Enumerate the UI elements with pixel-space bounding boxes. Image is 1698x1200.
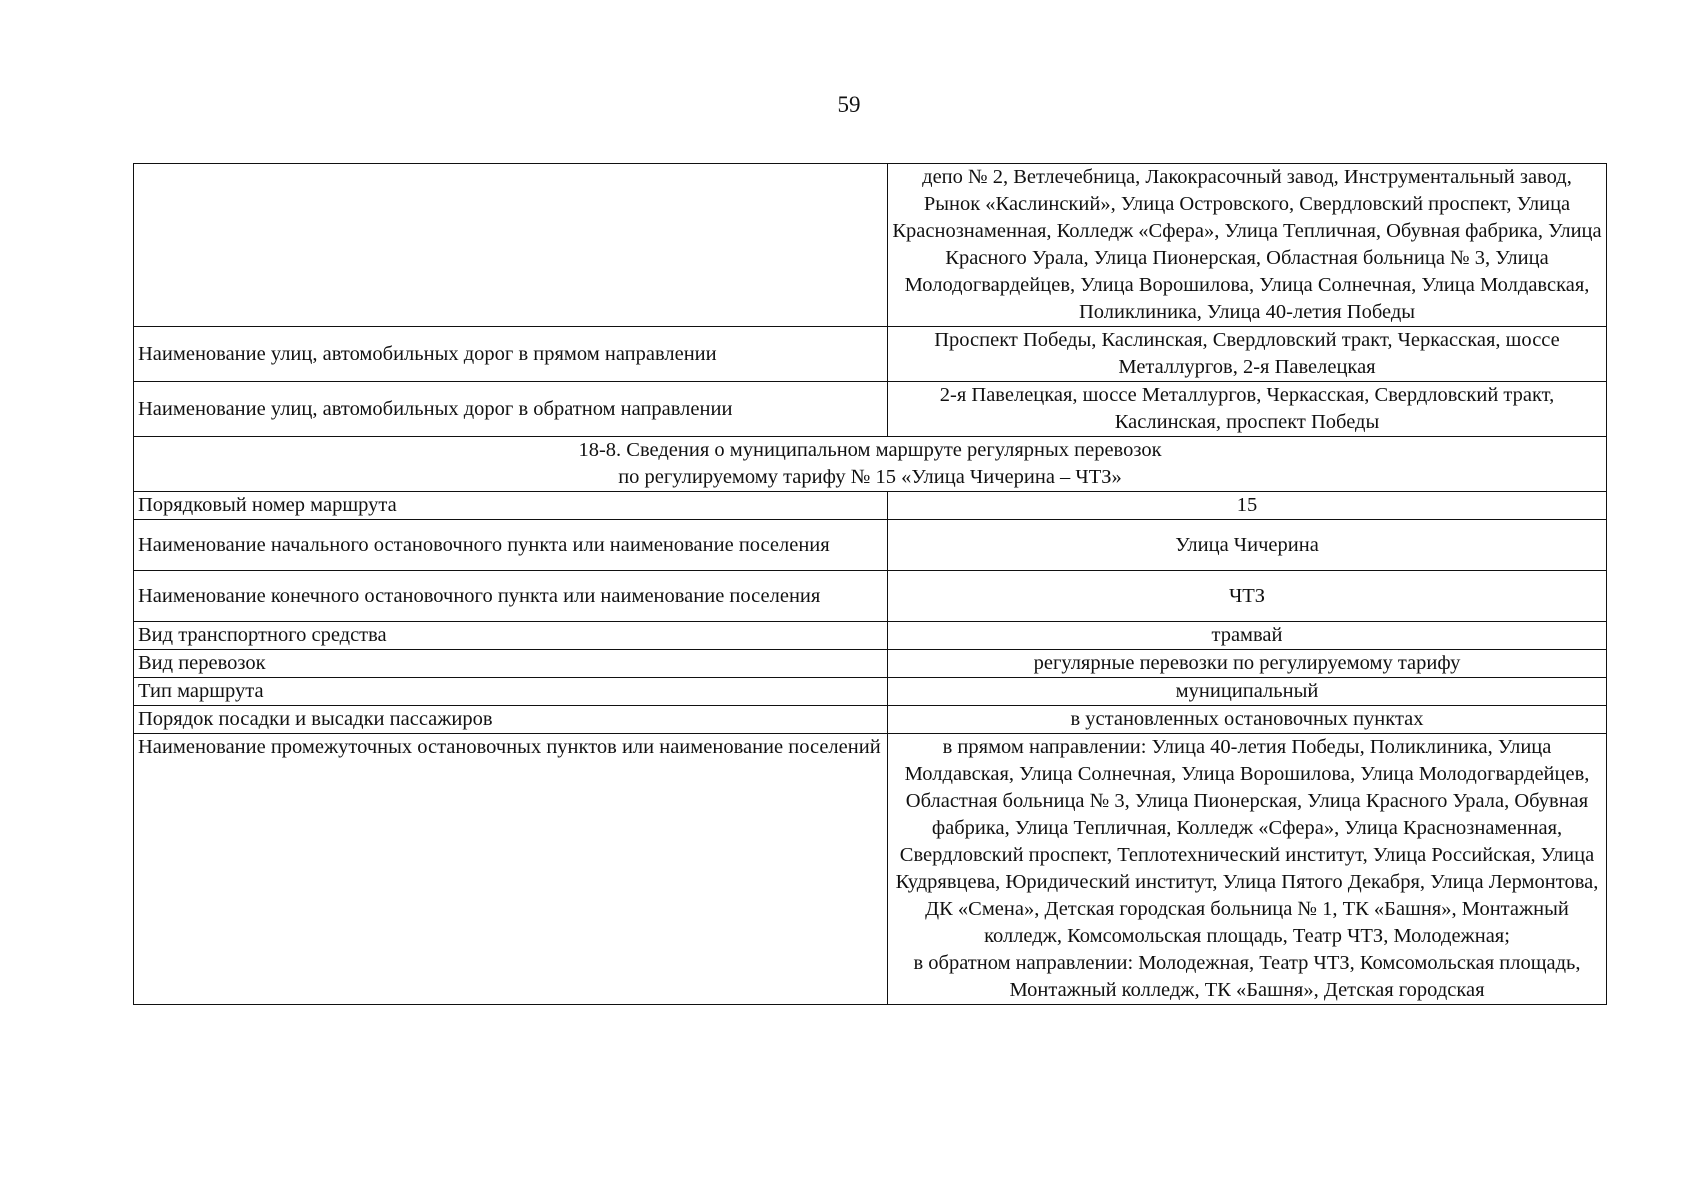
table-row	[134, 327, 1607, 382]
row-label: Наименование улиц, автомобильных дорог в обратном направлении	[134, 382, 888, 437]
forward-stops: в прямом направлении: Улица 40-летия Победы, Поликлиника, Улица Молдавская, Улица Солнечная, Улица Ворошилова, Улица Молодогвардейцев, Областная больница № 3, Улица Пионерская, Улица Красного Урала, Обувная фабрика, Улица Тепличная, Колледж «Сфера», Улица Краснознаменная, Свердловский проспект, Теплотехнический институт, Улица Российская, Улица Кудрявцева, Юридический институт, Улица Пятого Декабря, Улица Лермонтова, ДК «Смена», Детская городская больница № 1, ТК «Башня», Монтажный колледж, Комсомольская площадь, Театр ЧТЗ, Молодежная;	[895, 736, 1599, 947]
section-header-row	[134, 437, 1607, 492]
row-value: ЧТЗ	[888, 571, 1607, 622]
row-value: Проспект Победы, Каслинская, Свердловский тракт, Черкасская, шоссе Металлургов, 2-я Павелецкая	[888, 327, 1607, 382]
intermediate-stops-row	[134, 734, 1607, 1005]
row-value: в установленных остановочных пунктах	[888, 706, 1607, 734]
row-value: регулярные перевозки по регулируемому тарифу	[888, 650, 1607, 678]
row-label: Наименование конечного остановочного пункта или наименование поселения	[134, 571, 888, 622]
table-row	[134, 520, 1607, 571]
intermediate-stops-label: Наименование промежуточных остановочных пунктов или наименование поселений	[134, 734, 888, 1005]
table-row	[134, 650, 1607, 678]
section-title-line: по регулируемому тарифу № 15 «Улица Чичерина – ЧТЗ»	[618, 466, 1122, 488]
row-value: трамвай	[888, 622, 1607, 650]
row-label: Наименование начального остановочного пункта или наименование поселения	[134, 520, 888, 571]
backward-stops: в обратном направлении: Молодежная, Театр ЧТЗ, Комсомольская площадь, Монтажный колледж, ТК «Башня», Детская городская	[913, 952, 1581, 1001]
table-cell-empty	[134, 164, 888, 327]
row-label: Тип маршрута	[134, 678, 888, 706]
table-row	[134, 706, 1607, 734]
table-row	[134, 571, 1607, 622]
row-label: Наименование улиц, автомобильных дорог в прямом направлении	[134, 327, 888, 382]
table-row	[134, 678, 1607, 706]
row-label: Вид перевозок	[134, 650, 888, 678]
section-title-line: 18-8. Сведения о муниципальном маршруте регулярных перевозок	[578, 439, 1162, 461]
row-label: Вид транспортного средства	[134, 622, 888, 650]
row-value: муниципальный	[888, 678, 1607, 706]
row-label: Порядок посадки и высадки пассажиров	[134, 706, 888, 734]
table-row	[134, 164, 1607, 327]
table-row	[134, 622, 1607, 650]
table-row	[134, 382, 1607, 437]
table-row	[134, 492, 1607, 520]
row-value: Улица Чичерина	[888, 520, 1607, 571]
row-value: 2-я Павелецкая, шоссе Металлургов, Черкасская, Свердловский тракт, Каслинская, проспект Победы	[888, 382, 1607, 437]
page-number: 59	[837, 92, 861, 117]
section-title	[134, 437, 1607, 492]
row-value: 15	[888, 492, 1607, 520]
continuation-stops-cell: депо № 2, Ветлечебница, Лакокрасочный завод, Инструментальный завод, Рынок «Каслинский», Улица Островского, Свердловский проспект, Улица Краснознаменная, Колледж «Сфера», Улица Тепличная, Обувная фабрика, Улица Красного Урала, Улица Пионерская, Областная больница № 3, Улица Молодогвардейцев, Улица Ворошилова, Улица Солнечная, Улица Молдавская, Поликлиника, Улица 40-летия Победы	[888, 164, 1607, 327]
route-info-table	[133, 163, 1607, 1005]
intermediate-stops-value	[888, 734, 1607, 1005]
row-label: Порядковый номер маршрута	[134, 492, 888, 520]
